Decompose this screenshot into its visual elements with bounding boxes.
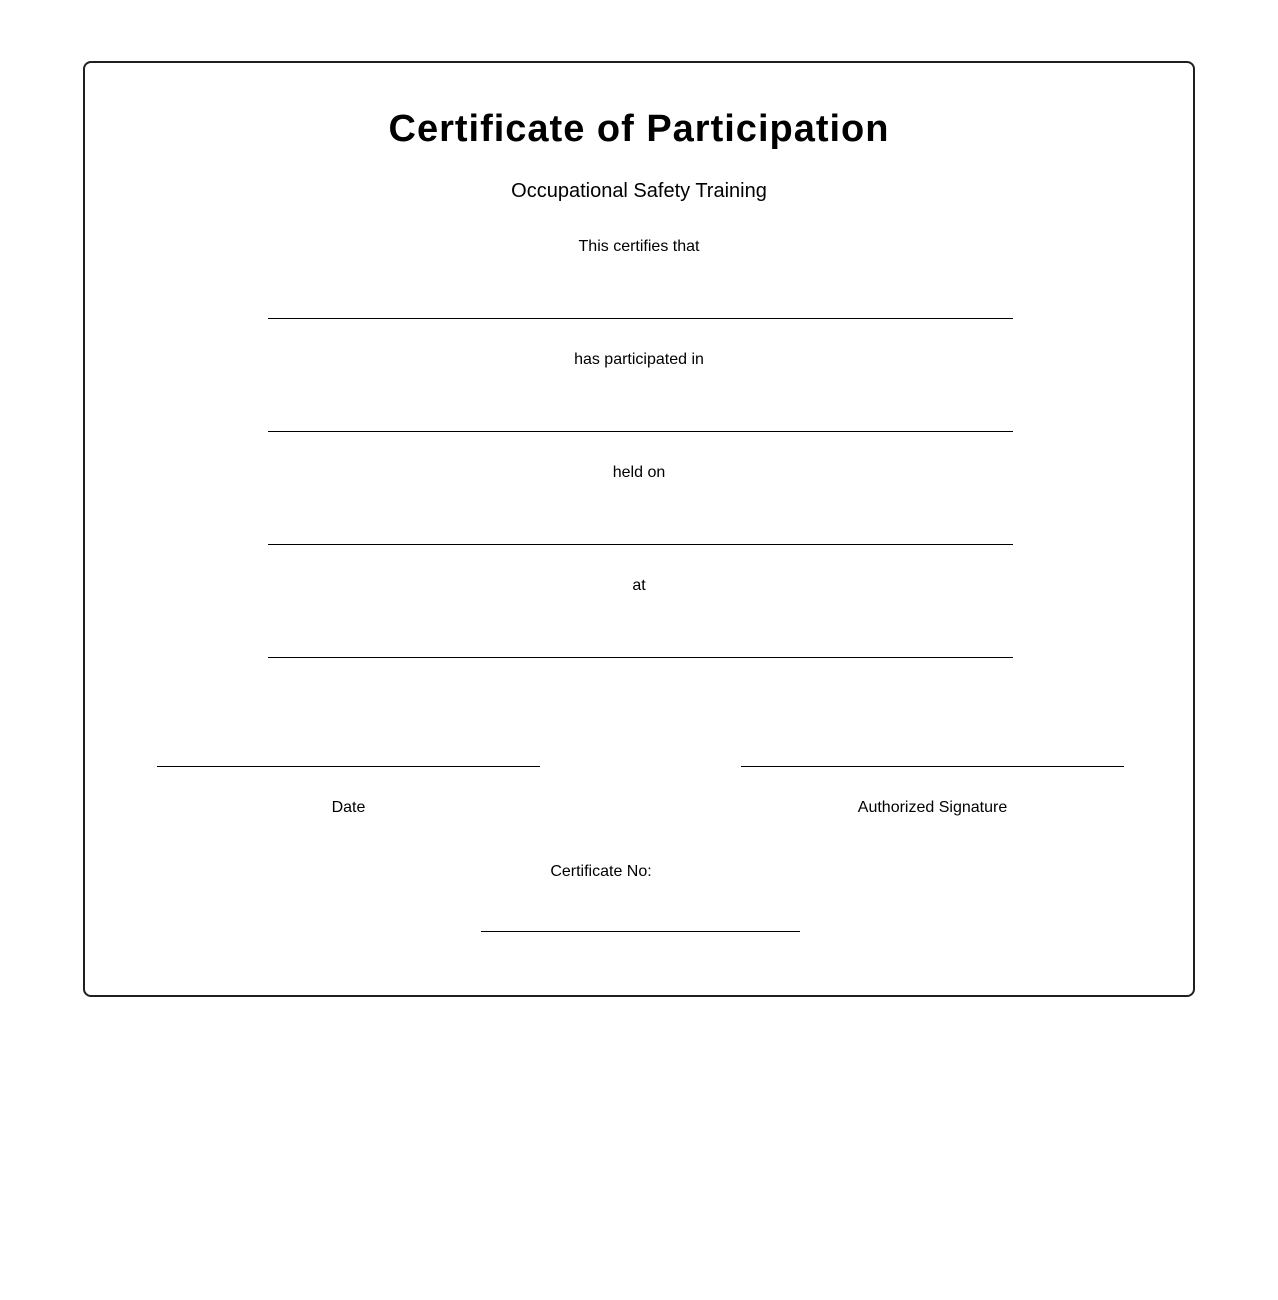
training-subtitle: Occupational Safety Training <box>511 180 767 202</box>
certificate-number-label: Certificate No: <box>550 863 652 880</box>
certifies-text: This certifies that <box>578 238 700 255</box>
held-on-text: held on <box>612 464 666 481</box>
at-text: at <box>632 577 646 594</box>
authorized-signature-line <box>741 766 1124 767</box>
certificate-number-line <box>481 931 800 932</box>
participant-name-line <box>268 318 1013 319</box>
certificate-panel <box>83 61 1195 997</box>
training-date-line <box>268 544 1013 545</box>
date-label: Date <box>331 799 366 816</box>
authorized-signature-label: Authorized Signature <box>857 799 1008 816</box>
participated-text: has participated in <box>574 351 704 368</box>
training-name-line <box>268 431 1013 432</box>
location-line <box>268 657 1013 658</box>
certificate-title: Certificate of Participation <box>388 108 890 150</box>
date-signature-line <box>157 766 540 767</box>
